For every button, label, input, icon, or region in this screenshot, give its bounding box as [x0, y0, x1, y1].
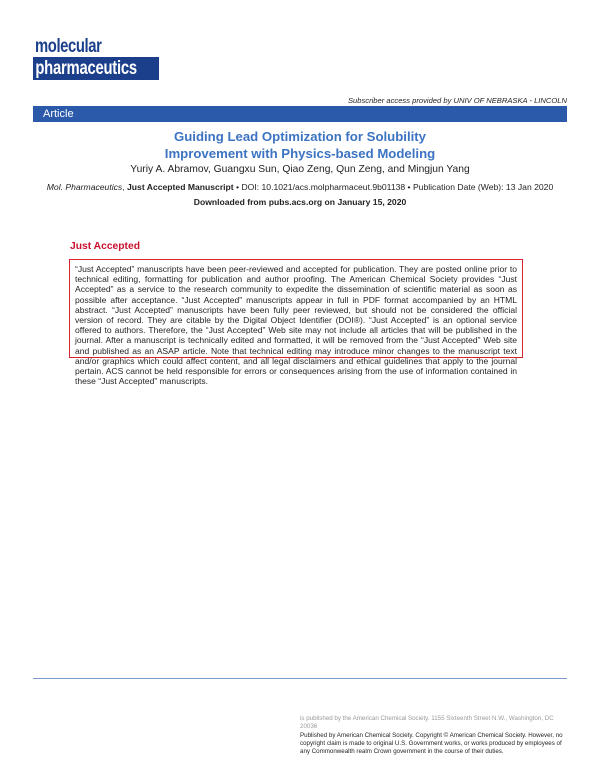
just-accepted-heading: Just Accepted	[70, 241, 141, 252]
manuscript-status: Just Accepted Manuscript	[127, 182, 234, 192]
publisher-address: is published by the American Chemical Society. 1155 Sixteenth Street N.W., Washington, DC 20036	[300, 715, 554, 730]
section-bar	[33, 106, 567, 122]
article-title	[0, 128, 600, 162]
title-line-2: Improvement with Physics-based Modeling	[164, 146, 436, 161]
citation-line: Mol. Pharmaceutics, Just Accepted Manuscript • DOI: 10.1021/acs.molpharmaceut.9b01138 • Publication Date (Web): 13 Jan 2020	[46, 182, 554, 192]
journal-logo	[33, 37, 159, 80]
author-list: Yuriy A. Abramov, Guangxu Sun, Qiao Zeng, Qun Zeng, and Mingjun Yang	[130, 164, 470, 175]
copyright-notice: Published by American Chemical Society. Copyright © American Chemical Society. However, no copyright claim is made to original U.S. Government works, or works produced by employees of any Commonwealth realm Crown government in the course of their duties.	[300, 732, 563, 755]
title-line-1: Guiding Lead Optimization for Solubility	[173, 129, 427, 144]
download-note: Downloaded from pubs.acs.org on January 15, 2020	[193, 197, 407, 207]
just-accepted-notice-box	[69, 259, 523, 387]
doi-and-date[interactable]: • DOI: 10.1021/acs.molpharmaceut.9b01138 • Publication Date (Web): 13 Jan 2020	[233, 182, 554, 192]
subscriber-access-note: Subscriber access provided by UNIV OF NEBRASKA - LINCOLN	[347, 96, 567, 105]
journal-name: Mol. Pharmaceutics	[46, 182, 123, 192]
footer-divider	[33, 678, 567, 679]
just-accepted-notice-text: “Just Accepted” manuscripts have been peer-reviewed and accepted for publication. They are posted online prior to technical editing, formatting for publication and author proofing. The American Chemical Society provides “Just Accepted” as a service to the research community to expedite the dissemination of scientific material as soon as possible after acceptance. “Just Accepted” manuscripts appear in full in PDF format accompanied by an HTML abstract. “Just Accepted” manuscripts have been fully peer reviewed, but should not be considered the official version of record. They are citable by the Digital Object Identifier (DOI®). “Just Accepted” is an optional service offered to authors. Therefore, the “Just Accepted” Web site may not include all articles that will be published in the journal. After a manuscript is technically edited and formatted, it will be removed from the “Just Accepted” Web site and published as an ASAP article. Note that technical editing may introduce minor changes to the manuscript text and/or graphics which could affect content, and all legal disclaimers and ethical guidelines that apply to the journal pertain. ACS cannot be held responsible for errors or consequences arising from the use of information contained in these “Just Accepted” manuscripts.	[75, 264, 517, 387]
logo-text-top: molecular	[35, 36, 102, 57]
logo-text-bottom: pharmaceutics	[33, 57, 159, 80]
section-label: Article	[43, 108, 74, 120]
